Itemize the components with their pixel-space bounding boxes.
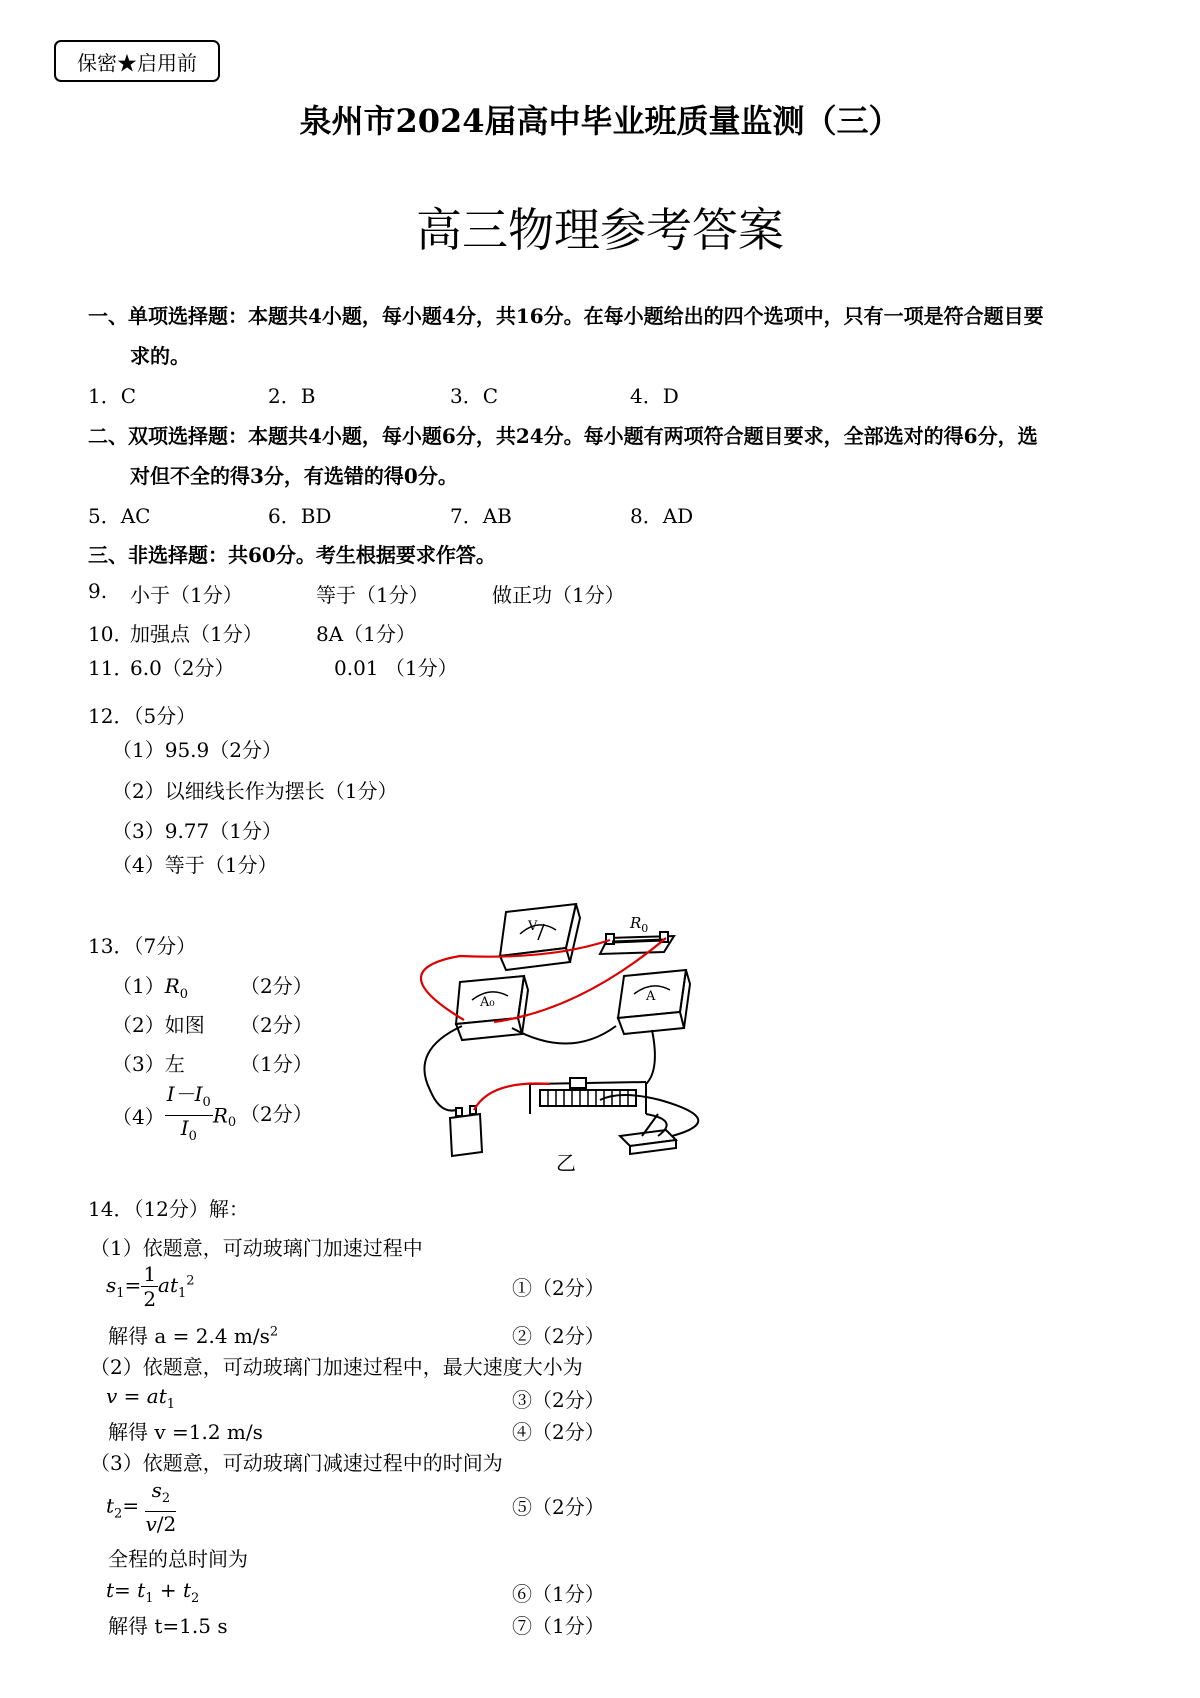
q14-eq3-mark: ③（2分） bbox=[512, 1388, 605, 1412]
q13-item-4: （4） $\frac{I-I_0}{I_0}$ $R_0$ bbox=[112, 1082, 236, 1149]
q14-eq3: $v = at_1$ bbox=[106, 1384, 176, 1412]
q13-item-3: （3）左 bbox=[112, 1052, 185, 1076]
figure-r0-label: $R_0$ bbox=[630, 914, 649, 935]
q11-answer-2: 0.01 （1分） bbox=[334, 656, 458, 680]
section2-heading-line1: 二、双项选择题：本题共4小题，每小题6分，共24分。每小题有两项符合题目要求，全部选对的得6分，选 bbox=[88, 424, 1038, 448]
q14-eq4: 解得 v =1.2 m/s bbox=[108, 1420, 263, 1444]
q14-eq4-mark: ④（2分） bbox=[512, 1420, 605, 1444]
q13-item-1-score: （2分） bbox=[240, 974, 313, 998]
q14-eq6: $t= t_1 + t_2$ bbox=[106, 1578, 200, 1606]
svg-text:A₀: A₀ bbox=[480, 995, 495, 1010]
figure-caption: 乙 bbox=[556, 1151, 576, 1175]
q14-eq5: $t_2=$ $\frac{s_2}{v/2}$ bbox=[106, 1478, 177, 1536]
q13-fraction: $\frac{I-I_0}{I_0}$ bbox=[166, 1082, 211, 1144]
q12-heading: 12．（5分） bbox=[88, 704, 197, 728]
q14-eq6-mark: ⑥（1分） bbox=[512, 1582, 605, 1606]
voltmeter-icon bbox=[500, 904, 580, 970]
section1-heading-line2: 求的。 bbox=[130, 344, 190, 368]
q13-heading: 13．（7分） bbox=[88, 934, 197, 958]
q11-number: 11． bbox=[88, 656, 134, 680]
q14-eq2: 解得 a = 2.4 $m/s^2$ bbox=[108, 1324, 279, 1348]
q12-item-3: （3）9.77（1分） bbox=[112, 819, 282, 843]
q10-answer-2: 8A（1分） bbox=[316, 622, 416, 646]
document-title: 高三物理参考答案 bbox=[416, 203, 784, 257]
q14-part1: （1）依题意，可动玻璃门加速过程中 bbox=[90, 1236, 423, 1260]
q12-item-1: （1）95.9（2分） bbox=[112, 738, 282, 762]
q13-item-1: $(1)R_0$ bbox=[112, 974, 189, 1002]
q10-number: 10． bbox=[88, 622, 134, 646]
section1-heading-line1: 一、单项选择题：本题共4小题，每小题4分，共16分。在每小题给出的四个选项中，只有一项是符合题目要 bbox=[88, 304, 1044, 328]
q12-item-4: （4）等于（1分） bbox=[112, 853, 278, 877]
q13-item-4-score: （2分） bbox=[240, 1102, 313, 1126]
q9-number: 9. bbox=[88, 579, 108, 603]
switch-icon bbox=[620, 1114, 676, 1154]
svg-text:V: V bbox=[528, 919, 538, 934]
q14-eq2-mark: ②（2分） bbox=[512, 1324, 605, 1348]
section2-heading-line2: 对但不全的得3分，有选错的得0分。 bbox=[130, 464, 458, 488]
q11-answer-1: 6.0（2分） bbox=[130, 656, 235, 680]
q13-item-2-score: （2分） bbox=[240, 1013, 313, 1037]
resistor-r0-icon bbox=[600, 932, 674, 954]
svg-text:A: A bbox=[646, 989, 656, 1004]
exam-title: 泉州市2024届高中毕业班质量监测（三） bbox=[299, 102, 901, 140]
q14-part2: （2）依题意，可动玻璃门加速过程中，最大速度大小为 bbox=[90, 1355, 583, 1379]
q14-eq7: 解得 t=1.5 s bbox=[108, 1614, 228, 1638]
q12-item-2: （2）以细线长作为摆长（1分） bbox=[112, 779, 398, 803]
q14-eq1-mark: ①（2分） bbox=[512, 1276, 605, 1300]
answer-7: 7．AB bbox=[450, 504, 512, 528]
answer-1: 1．C bbox=[88, 384, 137, 408]
answer-2: 2．B bbox=[268, 384, 316, 408]
q14-eq1: $s_1=$ $\frac{1}{2}$ $at_1^2$ bbox=[106, 1262, 195, 1311]
q9-answer-2: 等于（1分） bbox=[316, 583, 429, 607]
q14-part3: （3）依题意，可动玻璃门减速过程中的时间为 bbox=[90, 1451, 503, 1475]
q10-answer-1: 加强点（1分） bbox=[130, 622, 263, 646]
q13-item-3-score: （1分） bbox=[240, 1052, 313, 1076]
answer-8: 8．AD bbox=[630, 504, 694, 528]
answer-3: 3．C bbox=[450, 384, 499, 408]
answer-4: 4．D bbox=[630, 384, 679, 408]
q9-answer-1: 小于（1分） bbox=[130, 583, 243, 607]
q14-heading: 14．（12分）解： bbox=[88, 1197, 249, 1221]
answer-6: 6．BD bbox=[268, 504, 332, 528]
q9-answer-3: 做正功（1分） bbox=[492, 583, 625, 607]
confidential-label: 保密★启用前 bbox=[54, 40, 220, 82]
q14-part4: 全程的总时间为 bbox=[108, 1547, 248, 1571]
battery-icon bbox=[450, 1106, 482, 1156]
answer-5: 5．AC bbox=[88, 504, 151, 528]
q13-item-2: （2）如图 bbox=[112, 1013, 205, 1037]
q14-eq5-mark: ⑤（2分） bbox=[512, 1495, 605, 1519]
circuit-diagram bbox=[420, 900, 710, 1180]
section3-heading: 三、非选择题：共60分。考生根据要求作答。 bbox=[88, 543, 496, 567]
q14-eq7-mark: ⑦（1分） bbox=[512, 1614, 605, 1638]
